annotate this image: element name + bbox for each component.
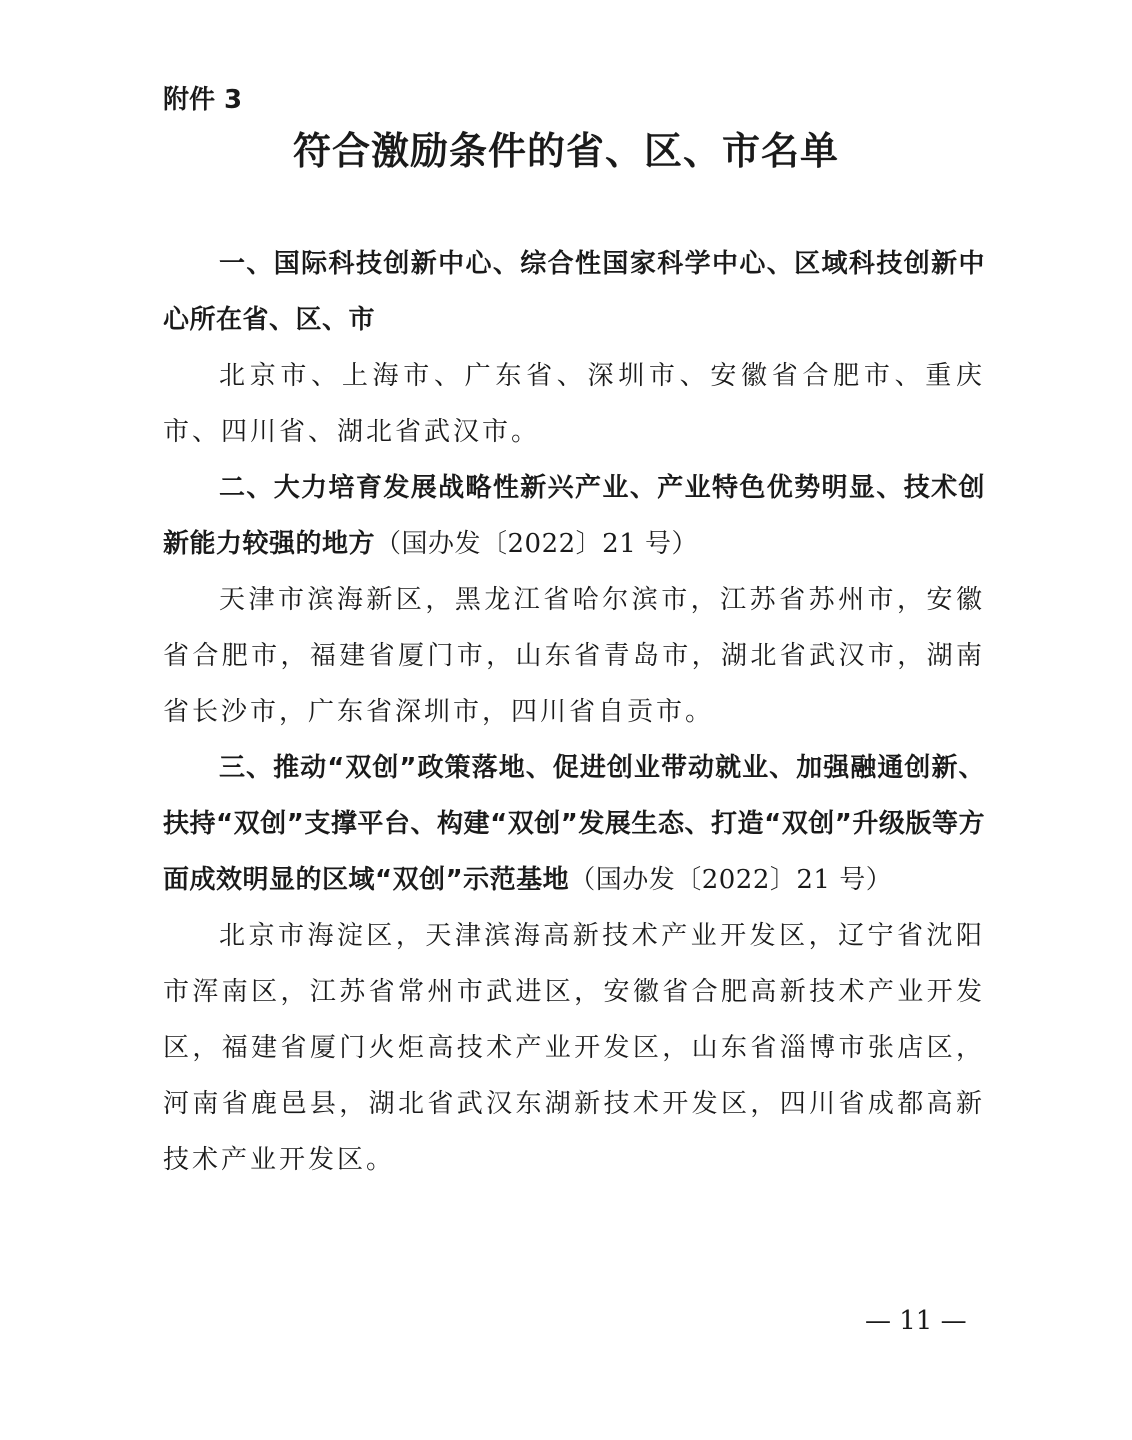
section-body-2: 天津市滨海新区，黑龙江省哈尔滨市，江苏省苏州市，安徽省合肥市，福建省厦门市，山东省青岛市，湖北省武汉市，湖南省长沙市，广东省深圳市，四川省自贡市。 [163, 585, 985, 727]
section-heading-2 [163, 460, 985, 572]
section-heading-1-text: 一、国际科技创新中心、综合性国家科学中心、区域科技创新中心所在省、区、市 [163, 249, 985, 335]
section-body-1: 北京市、上海市、广东省、深圳市、安徽省合肥市、重庆市、四川省、湖北省武汉市。 [163, 361, 985, 447]
attachment-label: 附件 3 [163, 85, 243, 115]
section-body-3: 北京市海淀区，天津滨海高新技术产业开发区，辽宁省沈阳市浑南区，江苏省常州市武进区，安徽省合肥高新技术产业开发区，福建省厦门火炬高技术产业开发区，山东省淄博市张店区，河南省鹿邑县，湖北省武汉东湖新技术开发区，四川省成都高新技术产业开发区。 [163, 921, 985, 1175]
document-body [163, 236, 985, 1188]
section-heading-3-reference: （国办发〔2022〕21 号） [569, 865, 893, 895]
page-number: — 11 — [865, 1306, 967, 1336]
document-title: 符合激励条件的省、区、市名单 [292, 128, 839, 173]
section-heading-1 [163, 236, 985, 348]
section-heading-2-text: 二、大力培育发展战略性新兴产业、产业特色优势明显、技术创新能力较强的地方 [163, 473, 985, 559]
section-heading-3-text: 三、推动“双创”政策落地、促进创业带动就业、加强融通创新、扶持“双创”支撑平台、构建“双创”发展生态、打造“双创”升级版等方面成效明显的区域“双创”示范基地 [163, 753, 985, 895]
section-heading-3 [163, 740, 985, 908]
section-heading-2-reference: （国办发〔2022〕21 号） [375, 529, 699, 559]
